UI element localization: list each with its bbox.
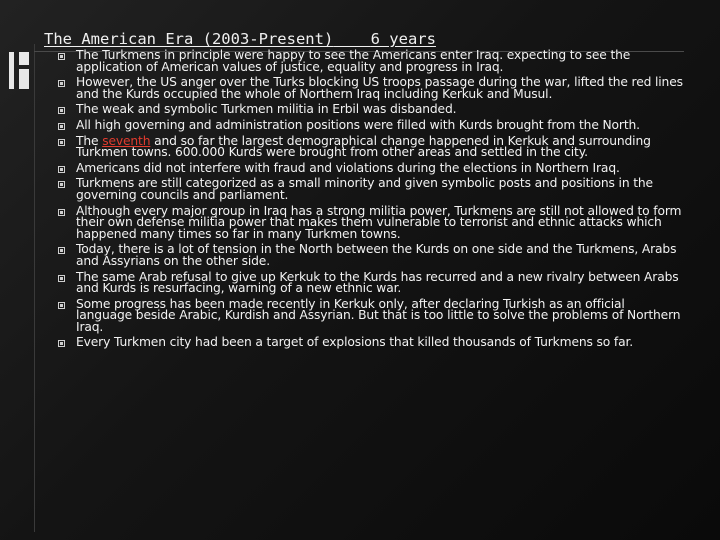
bullet-text: However, the US anger over the Turks blocking US troops passage during the war, lifted the red lines and the Kurds occupied the whole of Northern Iraq including Kerkuk and Musul. xyxy=(76,75,683,101)
bullet-text: Americans did not interfere with fraud and violations during the elections in Northern Iraq. xyxy=(76,160,620,175)
bullet-text: Every Turkmen city had been a target of explosions that killed thousands of Turkmens so far. xyxy=(76,335,634,350)
slide-left-rule xyxy=(34,44,35,532)
bullet-text: The weak and symbolic Turkmen militia in Erbil was disbanded. xyxy=(76,102,457,117)
square-bullet-icon xyxy=(58,123,65,130)
list-item xyxy=(58,178,684,201)
slide-title xyxy=(44,29,436,49)
square-bullet-icon xyxy=(58,302,65,309)
bullet-text: The Turkmens in principle were happy to see the Americans enter Iraq. expecting to see the application of American values of justice, equality and progress in Iraq. xyxy=(76,48,631,74)
title-text: The American Era (2003-Present) xyxy=(44,30,334,48)
list-item xyxy=(58,244,684,267)
square-bullet-icon xyxy=(58,275,65,282)
bullet-text: Today, there is a lot of tension in the North between the Kurds on one side and the Turkmens, Arabs and Assyrians on the other side. xyxy=(76,242,677,268)
list-item xyxy=(58,104,684,116)
list-item xyxy=(58,269,684,296)
bullet-text: Although every major group in Iraq has a strong militia power, Turkmens are still not allowed to form their own defense militia power that makes them vulnerable to terrorist and ethnic attacks which happened many times so far in many Turkmen towns. xyxy=(76,203,682,241)
title-duration: 6 years xyxy=(370,30,436,48)
list-item xyxy=(58,296,684,334)
square-bullet-icon xyxy=(58,80,65,87)
bullet-text xyxy=(76,134,651,160)
list-item xyxy=(58,337,684,349)
bullet-list xyxy=(58,50,684,353)
list-item xyxy=(58,160,684,175)
square-bullet-icon xyxy=(58,107,65,114)
list-item xyxy=(58,117,684,132)
list-item xyxy=(58,133,684,160)
square-bullet-icon xyxy=(58,53,65,60)
square-bullet-icon xyxy=(58,209,65,216)
seventh-link[interactable]: seventh xyxy=(102,133,151,148)
list-item xyxy=(58,77,684,100)
bullet-text: Some progress has been made recently in Kerkuk only, after declaring Turkish as an official language beside Arabic, Kurdish and Assyrian. But that is too little to solve the problems of Northern Iraq. xyxy=(76,296,681,334)
bullet-text-after: and so far the largest demographical change happened in Kerkuk and surrounding Turkmen towns. 600.000 Kurds were brought from other areas and settled in the city. xyxy=(76,133,651,160)
square-bullet-icon xyxy=(58,247,65,254)
list-item xyxy=(58,203,684,241)
square-bullet-icon xyxy=(58,166,65,173)
square-bullet-icon xyxy=(58,139,65,146)
list-item xyxy=(58,50,684,73)
bullet-text-before: The xyxy=(76,133,103,148)
square-bullet-icon xyxy=(58,181,65,188)
bullet-text: All high governing and administration positions were filled with Kurds brought from the North. xyxy=(76,117,640,132)
bullet-text: The same Arab refusal to give up Kerkuk to the Kurds has recurred and a new rivalry between Arabs and Kurds is resurfacing, warning of a new ethnic war. xyxy=(76,269,679,296)
square-bullet-icon xyxy=(58,340,65,347)
bullet-text: Turkmens are still categorized as a small minority and given symbolic posts and positions in the governing councils and parliament. xyxy=(76,176,653,202)
title-gap xyxy=(333,30,370,48)
